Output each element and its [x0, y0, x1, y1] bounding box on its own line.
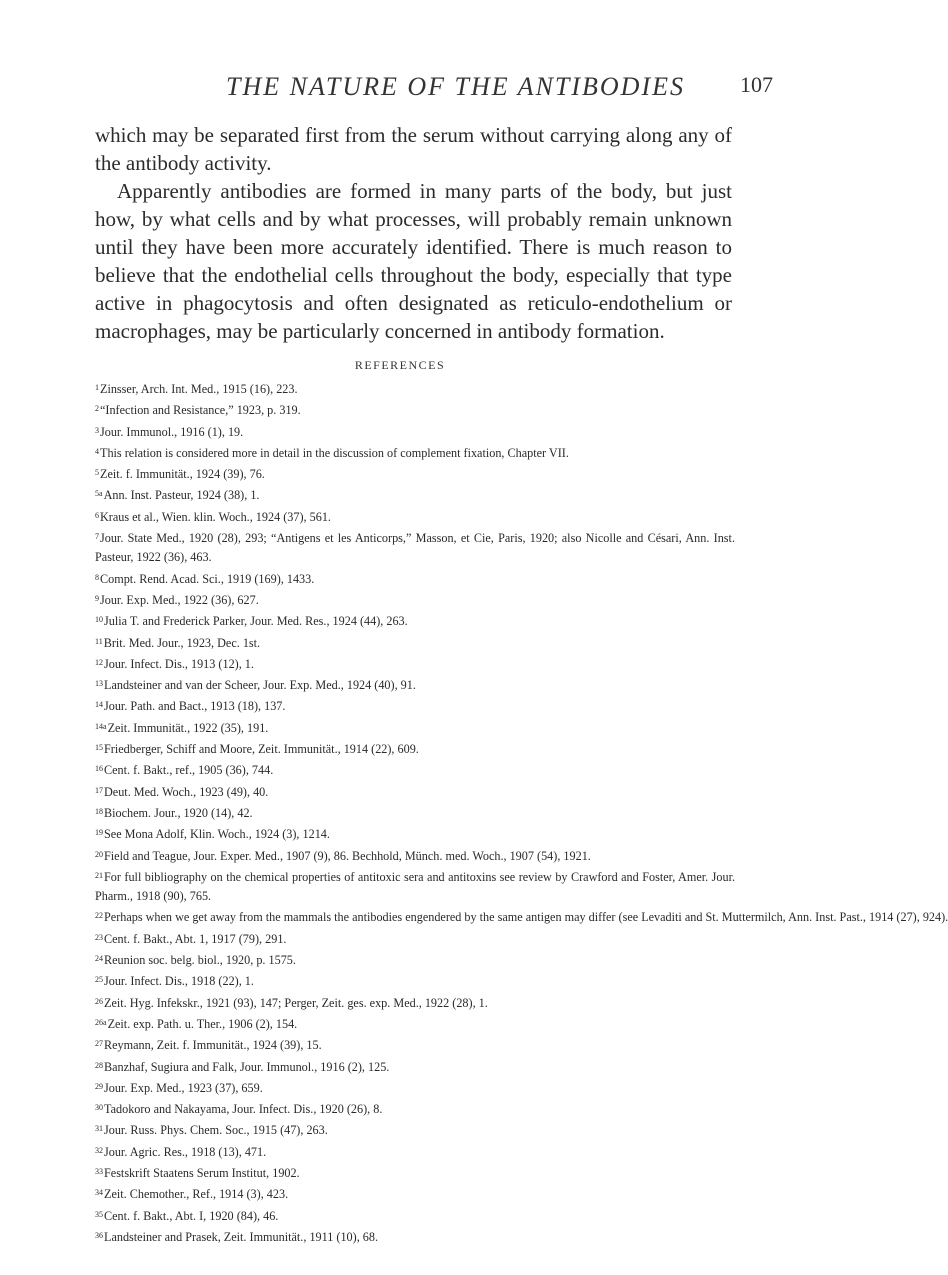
reference-item — [95, 568, 735, 589]
paragraph: which may be separated first from the serum without carrying along any of the antibody activity. — [95, 123, 732, 175]
paragraph: Apparently antibodies are formed in many parts of the body, but just how, by what cells and by what processes, will probably remain unknown until they have been more accurately identified. There is much reason to believe that the endothelial cells throughout the body, especially that type active in phagocytosis and often designated as reticulo-endothelium or macrophages, may be particularly concerned in antibody formation. — [95, 179, 732, 343]
reference-item — [95, 610, 735, 631]
reference-text: Reymann, Zeit. f. Immunität., 1924 (39), 15. — [104, 1038, 322, 1053]
reference-text: Kraus et al., Wien. klin. Woch., 1924 (37), 561. — [100, 509, 331, 524]
reference-text: Jour. State Med., 1920 (28), 293; “Antigens et les Anticorps,” Masson, et Cie, Paris, 1920; also Nicolle and Césari, Ann. Inst. Pasteur, 1922 (36), 463. — [95, 531, 735, 565]
reference-number: 14 — [95, 700, 103, 710]
reference-item — [95, 928, 735, 949]
reference-text: “Infection and Resistance,” 1923, p. 319. — [100, 403, 301, 418]
reference-number: 25 — [95, 975, 103, 985]
reference-number: 30 — [95, 1103, 103, 1113]
reference-text: Deut. Med. Woch., 1923 (49), 40. — [104, 784, 269, 799]
reference-text: Julia T. and Frederick Parker, Jour. Med. Res., 1924 (44), 263. — [104, 614, 408, 629]
reference-text: Friedberger, Schiff and Moore, Zeit. Immunität., 1914 (22), 609. — [104, 742, 419, 757]
body-text — [95, 121, 732, 345]
reference-item — [95, 949, 735, 970]
reference-text: Compt. Rend. Acad. Sci., 1919 (169), 1433. — [100, 571, 315, 586]
reference-item — [95, 1013, 735, 1034]
reference-item — [95, 653, 735, 674]
reference-text: Jour. Immunol., 1916 (1), 19. — [100, 424, 244, 439]
reference-item — [95, 589, 735, 610]
reference-number: 16 — [95, 764, 103, 774]
reference-text: Jour. Infect. Dis., 1913 (12), 1. — [104, 656, 254, 671]
reference-number: 9 — [95, 593, 99, 603]
reference-number: 6 — [95, 510, 99, 520]
running-title: THE NATURE OF THE ANTIBODIES — [226, 72, 685, 101]
reference-item — [95, 463, 735, 484]
reference-text: Cent. f. Bakt., Abt. I, 1920 (84), 46. — [104, 1208, 279, 1223]
reference-number: 31 — [95, 1124, 103, 1134]
reference-item — [95, 866, 735, 907]
reference-text: Landsteiner and van der Scheer, Jour. Exp. Med., 1924 (40), 91. — [104, 678, 416, 693]
reference-number: 2 — [95, 404, 99, 414]
reference-item — [95, 1098, 735, 1119]
reference-item — [95, 674, 735, 695]
references-heading: REFERENCES — [354, 358, 446, 372]
reference-number: 8 — [95, 572, 99, 582]
reference-item — [95, 527, 735, 568]
reference-item — [95, 1119, 735, 1140]
reference-item — [95, 1077, 735, 1098]
page-number: 107 — [740, 72, 773, 97]
reference-number: 27 — [95, 1039, 103, 1049]
reference-number: 12 — [95, 657, 103, 667]
reference-number: 4 — [95, 446, 99, 456]
reference-number: 17 — [95, 785, 103, 795]
reference-item — [95, 906, 948, 927]
reference-text: See Mona Adolf, Klin. Woch., 1924 (3), 1214. — [104, 827, 330, 842]
reference-item — [95, 759, 735, 780]
reference-text: Tadokoro and Nakayama, Jour. Infect. Dis., 1920 (26), 8. — [104, 1102, 383, 1117]
reference-item — [95, 1205, 735, 1226]
reference-item — [95, 506, 735, 527]
reference-item — [95, 970, 735, 991]
reference-text: Zeit. Immunität., 1922 (35), 191. — [107, 720, 269, 735]
reference-item — [95, 738, 735, 759]
reference-text: Jour. Agric. Res., 1918 (13), 471. — [104, 1144, 267, 1159]
reference-text: Biochem. Jour., 1920 (14), 42. — [104, 805, 253, 820]
reference-text: Zeit. exp. Path. u. Ther., 1906 (2), 154. — [107, 1016, 298, 1031]
reference-text: Jour. Exp. Med., 1922 (36), 627. — [100, 592, 259, 607]
reference-item — [95, 695, 735, 716]
reference-item — [95, 378, 735, 399]
reference-item — [95, 823, 735, 844]
reference-item — [95, 781, 735, 802]
reference-text: Brit. Med. Jour., 1923, Dec. 1st. — [103, 635, 261, 650]
reference-text: Reunion soc. belg. biol., 1920, p. 1575. — [104, 953, 296, 968]
reference-item — [95, 1056, 735, 1077]
reference-item — [95, 421, 735, 442]
reference-number: 26a — [95, 1017, 107, 1027]
reference-item — [95, 484, 735, 505]
reference-number: 19 — [95, 828, 103, 838]
reference-number: 3 — [95, 425, 99, 435]
reference-text: This relation is considered more in detail in the discussion of complement fixation, Chapter VII. — [100, 445, 569, 460]
reference-number: 29 — [95, 1081, 103, 1091]
reference-number: 26 — [95, 996, 103, 1006]
reference-number: 22 — [95, 911, 103, 921]
reference-text: Jour. Exp. Med., 1923 (37), 659. — [104, 1080, 263, 1095]
reference-number: 28 — [95, 1060, 103, 1070]
reference-text: Field and Teague, Jour. Exper. Med., 1907 (9), 86. Bechhold, Münch. med. Woch., 1907 (54), 1921. — [104, 848, 591, 863]
reference-item — [95, 1034, 735, 1055]
reference-item — [95, 442, 735, 463]
reference-item — [95, 1162, 735, 1183]
references-list — [95, 378, 948, 1247]
reference-number: 23 — [95, 932, 103, 942]
reference-number: 20 — [95, 849, 103, 859]
reference-number: 24 — [95, 954, 103, 964]
reference-item — [95, 717, 735, 738]
reference-text: Zeit. f. Immunität., 1924 (39), 76. — [100, 467, 265, 482]
reference-text: Jour. Russ. Phys. Chem. Soc., 1915 (47), 263. — [104, 1123, 328, 1138]
reference-number: 34 — [95, 1188, 103, 1198]
reference-text: Ann. Inst. Pasteur, 1924 (38), 1. — [103, 488, 260, 503]
reference-number: 32 — [95, 1145, 103, 1155]
reference-item — [95, 1183, 735, 1204]
reference-text: Jour. Path. and Bact., 1913 (18), 137. — [104, 699, 286, 714]
reference-number: 21 — [95, 870, 103, 880]
reference-item — [95, 1141, 735, 1162]
reference-text: Cent. f. Bakt., Abt. 1, 1917 (79), 291. — [104, 931, 287, 946]
reference-text: Zinsser, Arch. Int. Med., 1915 (16), 223. — [100, 382, 298, 396]
reference-text: Zeit. Hyg. Infekskr., 1921 (93), 147; Perger, Zeit. ges. exp. Med., 1922 (28), 1. — [104, 995, 488, 1010]
reference-text: For full bibliography on the chemical properties of antitoxic sera and antitoxins see review by Crawford and Foster, Amer. Jour. Pharm., 1918 (90), 765. — [95, 869, 735, 904]
reference-text: Banzhaf, Sugiura and Falk, Jour. Immunol., 1916 (2), 125. — [104, 1059, 390, 1074]
reference-number: 33 — [95, 1166, 103, 1176]
reference-number: 13 — [95, 679, 103, 689]
reference-number: 36 — [95, 1230, 103, 1240]
reference-item — [95, 845, 735, 866]
reference-number: 10 — [95, 615, 103, 625]
reference-number: 18 — [95, 806, 103, 816]
reference-text: Jour. Infect. Dis., 1918 (22), 1. — [104, 974, 254, 989]
reference-item — [95, 1226, 735, 1247]
reference-number: 5a — [95, 489, 103, 499]
reference-text: Zeit. Chemother., Ref., 1914 (3), 423. — [104, 1187, 289, 1202]
reference-text: Landsteiner and Prasek, Zeit. Immunität., 1911 (10), 68. — [104, 1229, 379, 1244]
reference-number: 14a — [95, 721, 107, 731]
reference-number: 35 — [95, 1209, 103, 1219]
reference-item — [95, 632, 735, 653]
reference-item — [95, 802, 735, 823]
reference-number: 11 — [95, 636, 103, 646]
reference-number: 15 — [95, 743, 103, 753]
reference-number: 7 — [95, 532, 99, 542]
reference-number: 1 — [95, 383, 99, 392]
reference-item — [95, 992, 735, 1013]
reference-item — [95, 399, 735, 420]
reference-text: Cent. f. Bakt., ref., 1905 (36), 744. — [104, 763, 274, 778]
reference-number: 5 — [95, 468, 99, 478]
reference-text: Festskrift Staatens Serum Institut, 1902. — [104, 1165, 300, 1180]
reference-text: Perhaps when we get away from the mammals the antibodies engendered by the same antigen may differ (see Levaditi and St. Muttermilch, Ann. Inst. Past., 1914 (27), 924). — [104, 910, 948, 925]
